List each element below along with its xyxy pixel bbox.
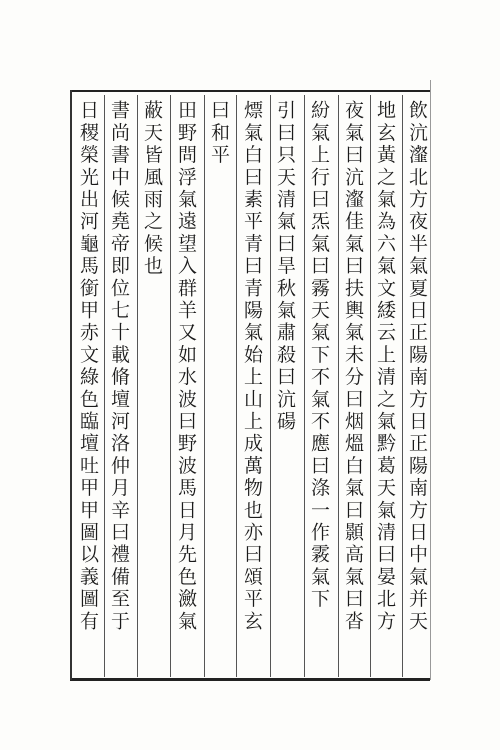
column-divider bbox=[236, 95, 237, 677]
column-divider bbox=[204, 95, 205, 677]
frame-left-rule bbox=[70, 90, 72, 680]
text-column-2: 地玄黃之氣為六氣文緌云上清之氣黔葛天氣清曰晏北方 bbox=[374, 100, 396, 633]
column-divider bbox=[104, 95, 105, 677]
text-column-11: 日稷榮光出河龜馬銜甲赤文綠色臨壇吐甲甲圖以義圖有 bbox=[77, 100, 99, 633]
text-column-7: 曰和平 bbox=[208, 100, 230, 167]
frame-top-rule bbox=[70, 90, 430, 92]
frame-right-rule bbox=[430, 80, 431, 680]
text-column-3: 夜氣曰沆瀣佳氣曰扶輿氣未分曰烟熅白氣曰顥高氣曰沓 bbox=[342, 100, 364, 633]
column-divider bbox=[402, 95, 403, 677]
text-column-5: 引曰只天清氣曰旱秋氣肅殺曰沆碭 bbox=[274, 100, 296, 433]
text-column-6: 熛氣白曰素平青曰青陽氣始上山上成萬物也亦曰頌平玄 bbox=[241, 100, 263, 633]
column-divider bbox=[370, 95, 371, 677]
column-divider bbox=[304, 95, 305, 677]
frame-bottom-rule bbox=[70, 678, 430, 681]
column-divider bbox=[170, 95, 171, 677]
text-column-9: 蔽天皆風雨之候也 bbox=[141, 100, 163, 278]
text-column-1: 飲沆瀣北方夜半氣夏日正陽南方日正陽南方日中氣并天 bbox=[406, 100, 428, 633]
text-column-10: 書尚書中候堯帝即位七十載脩壇河洛仲月辛曰禮備至于 bbox=[108, 100, 130, 633]
column-divider bbox=[270, 95, 271, 677]
column-divider bbox=[137, 95, 138, 677]
column-divider bbox=[338, 95, 339, 677]
text-column-8: 田野問浮氣遠望入群羊又如水波曰野波馬日月先色瀲氣 bbox=[175, 100, 197, 633]
text-column-4: 紛氣上行曰炁氣曰霧天氣下不氣不應曰涤一作霚氣下 bbox=[308, 100, 330, 611]
